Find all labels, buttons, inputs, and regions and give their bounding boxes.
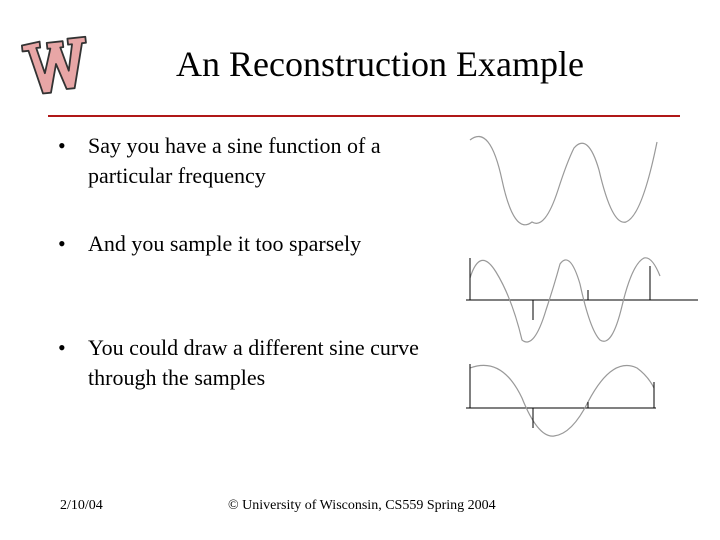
bullet-item <box>58 229 438 259</box>
alias-sine-figure <box>462 358 662 448</box>
alias-sine-curve <box>470 365 654 436</box>
bullet-symbol: • <box>58 335 66 360</box>
bullet-symbol: • <box>58 231 66 256</box>
bullet-text: And you sample it too sparsely <box>88 231 362 256</box>
bullet-symbol: • <box>58 133 66 158</box>
footer-copyright: © University of Wisconsin, CS559 Spring 2004 <box>228 498 496 513</box>
title-divider <box>48 115 680 117</box>
wisconsin-w-logo-icon <box>20 28 92 100</box>
sine-wave-figure <box>462 130 672 235</box>
footer-date: 2/10/04 <box>60 498 103 513</box>
slide-title: An Reconstruction Example <box>176 44 584 84</box>
sampled-sine-figure <box>462 250 702 350</box>
original-sine-curve <box>470 136 657 224</box>
bullet-text: Say you have a sine function of a particular frequency <box>88 133 381 188</box>
bullet-item <box>58 131 438 191</box>
bullet-text: You could draw a different sine curve through the samples <box>88 335 419 390</box>
bullet-item <box>58 333 438 393</box>
